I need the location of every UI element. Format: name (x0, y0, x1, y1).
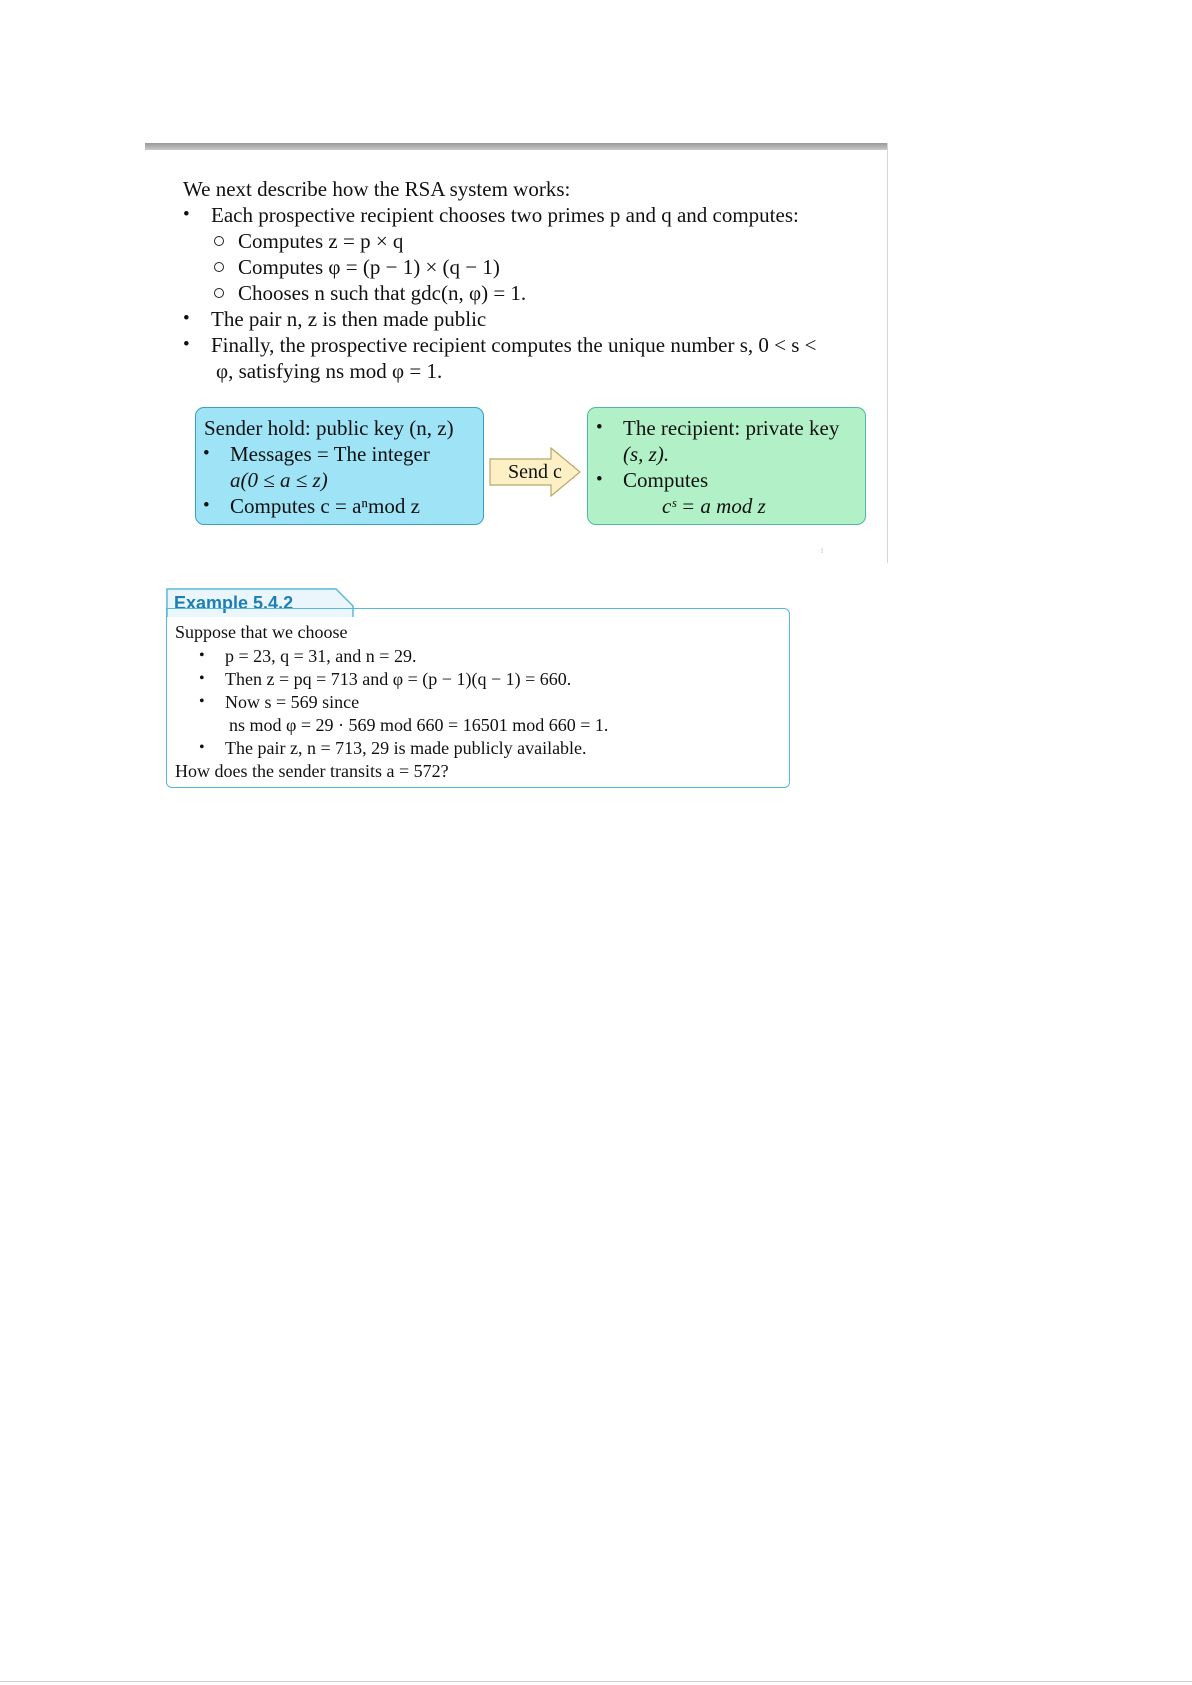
example-title: Example 5.4.2 (174, 593, 294, 613)
bullet-icon: • (199, 693, 205, 710)
circle-bullet-icon (214, 262, 224, 272)
sender-compute-c: Computes c = aⁿmod z (230, 494, 420, 518)
bullet-icon: • (183, 308, 190, 329)
send-label: Send c (508, 461, 562, 483)
slide-top-bar (145, 143, 887, 150)
recipient-key-pair: (s, z). (623, 442, 670, 466)
bullet-icon: • (199, 739, 205, 756)
recipient-box (587, 407, 866, 525)
circle-bullet-icon (214, 288, 224, 298)
sub-compute-z: Computes z = p × q (238, 229, 404, 253)
sender-messages-range: a(0 ≤ a ≤ z) (230, 468, 328, 492)
bullet-pair-public: The pair n, z is then made public (211, 307, 487, 331)
bullet-icon: • (199, 670, 205, 687)
slide-intro: We next describe how the RSA system works: (183, 177, 571, 201)
recipient-decrypt-formula: cˢ = a mod z (662, 494, 766, 518)
bullet-icon: • (183, 204, 190, 225)
example-box (166, 608, 790, 788)
sub-compute-phi: Computes φ = (p − 1) × (q − 1) (238, 255, 500, 279)
sender-messages: Messages = The integer (230, 442, 430, 466)
bullet-icon: • (596, 469, 603, 490)
example-intro: Suppose that we choose (175, 622, 348, 642)
bullet-icon: • (183, 334, 190, 355)
bullet-icon: • (203, 495, 210, 516)
recipient-computes: Computes (623, 468, 709, 492)
example-s-check: ns mod φ = 29 · 569 mod 660 = 16501 mod 660 = 1. (229, 715, 609, 735)
sender-title: Sender hold: public key (n, z) (204, 416, 454, 440)
rsa-slide (145, 143, 888, 563)
slide-corner-mark: ⁝ (821, 547, 824, 555)
example-s-value: Now s = 569 since (225, 692, 360, 712)
bullet-icon: • (199, 647, 205, 664)
bullet-choose-primes: Each prospective recipient chooses two primes p and q and computes: (211, 203, 799, 227)
bullet-compute-s: Finally, the prospective recipient computes the unique number s, 0 < s < (211, 333, 817, 357)
example-question: How does the sender transits a = 572? (175, 761, 449, 781)
recipient-private-key: The recipient: private key (623, 416, 840, 440)
example-primes: p = 23, q = 31, and n = 29. (225, 646, 417, 666)
sub-choose-n: Chooses n such that gdc(n, φ) = 1. (238, 281, 527, 305)
example-public-pair: The pair z, n = 713, 29 is made publicly available. (225, 738, 587, 758)
bullet-icon: • (203, 443, 210, 464)
page-bottom-rule (0, 1681, 1192, 1682)
bullet-icon: • (596, 417, 603, 438)
example-z-phi: Then z = pq = 713 and φ = (p − 1)(q − 1) = 660. (225, 669, 572, 689)
circle-bullet-icon (214, 236, 224, 246)
sender-box (195, 407, 484, 525)
bullet-compute-s-cont: φ, satisfying ns mod φ = 1. (216, 359, 443, 383)
